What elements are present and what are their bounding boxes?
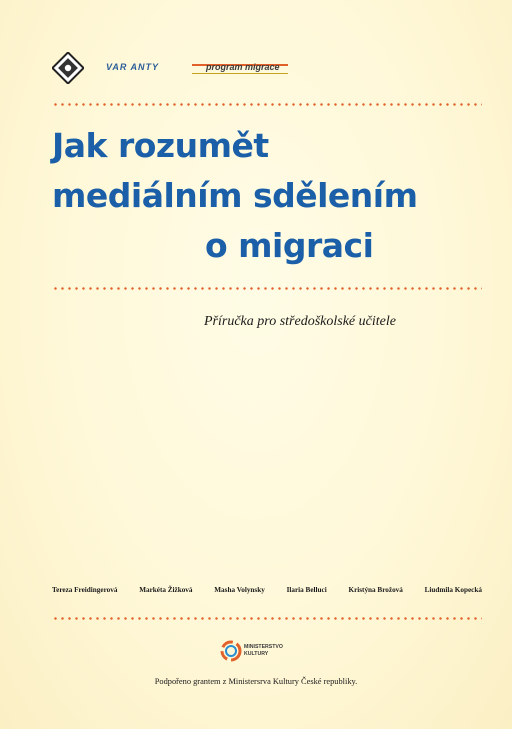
title-line-3: o migraci xyxy=(205,226,374,265)
author: Ilaria Belluci xyxy=(286,586,327,594)
author: Markéta Žižková xyxy=(139,586,193,594)
varianty-logo: VAR ANTY xyxy=(106,62,159,72)
dotted-divider-middle xyxy=(52,287,482,290)
partner-diamond-logo xyxy=(52,52,84,84)
subtitle: Příručka pro středoškolské učitele xyxy=(204,314,396,329)
author: Masha Volynsky xyxy=(214,586,265,594)
ministry-of-culture-logo: MINISTERSTVO KULTURY xyxy=(220,640,300,664)
author: Tereza Freidingerová xyxy=(52,586,118,594)
title-line-1: Jak rozumět xyxy=(52,126,269,165)
dotted-divider-top xyxy=(52,103,482,106)
program-migrace-logo: program migrace xyxy=(192,60,288,78)
dotted-divider-bottom xyxy=(52,617,482,620)
author: Kristýna Brožová xyxy=(348,586,403,594)
author: Liudmila Kopecká xyxy=(424,586,482,594)
support-statement: Podpořeno grantem z Ministersrva Kultury České republiky. xyxy=(154,677,358,686)
authors-list xyxy=(52,586,482,594)
ministry-c-icon xyxy=(220,640,242,662)
title-line-2: mediálním sdělením xyxy=(52,176,418,215)
